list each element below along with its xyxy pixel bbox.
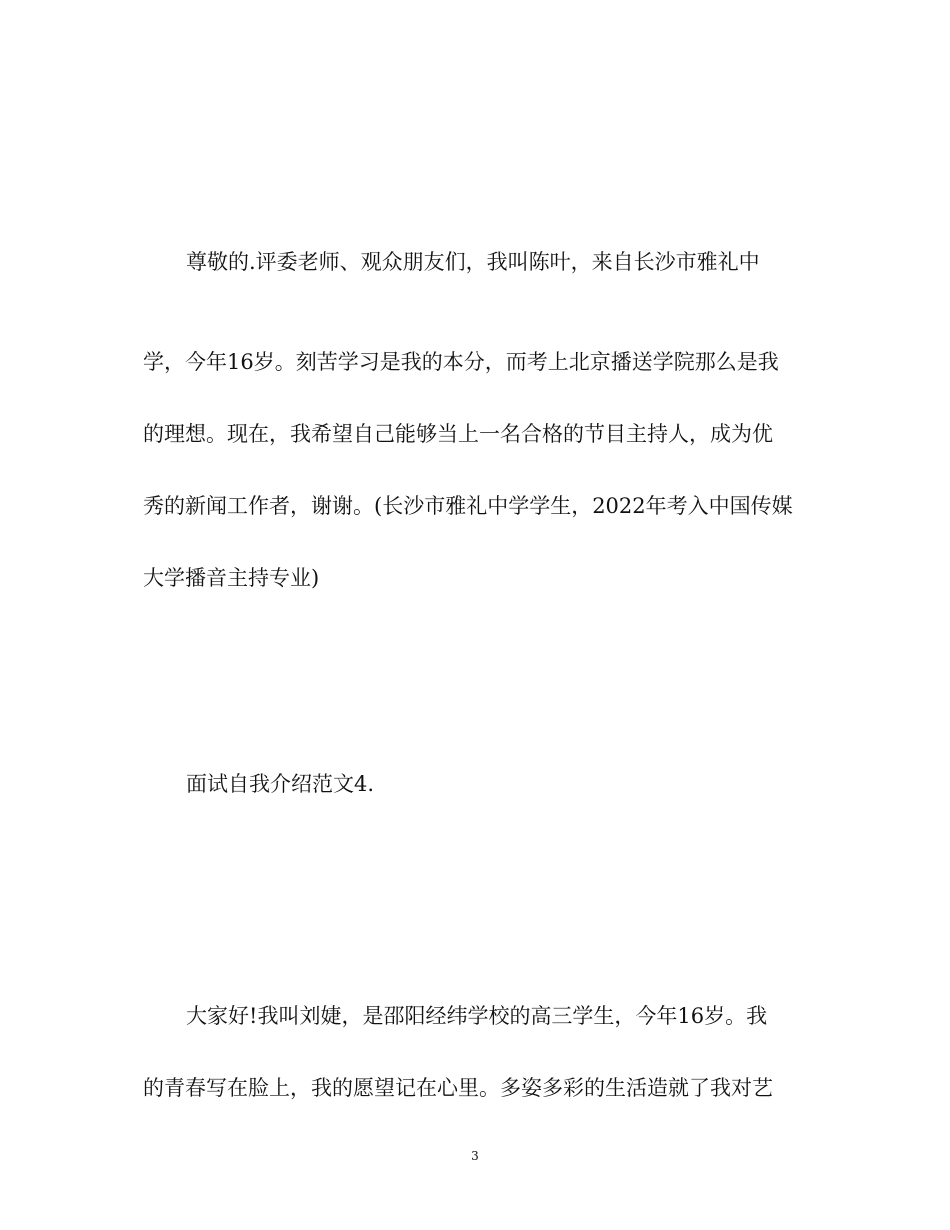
paragraph-1-line-4: 秀的新闻工作者，谢谢。(长沙市雅礼中学学生，2022年考入中国传媒 (143, 494, 793, 518)
paragraph-1-line-3: 的理想。现在，我希望自己能够当上一名合格的节目主持人，成为优 (143, 422, 773, 446)
paragraph-1-line-1: 尊敬的.评委老师、观众朋友们，我叫陈叶，来自长沙市雅礼中 (186, 250, 760, 274)
paragraph-1-line-5: 大学播音主持专业) (143, 566, 320, 590)
page-number: 3 (471, 1149, 479, 1163)
paragraph-1-line-2: 学，今年16岁。刻苦学习是我的本分，而考上北京播送学院那么是我 (143, 350, 779, 374)
paragraph-2-line-2: 的青春写在脸上，我的愿望记在心里。多姿多彩的生活造就了我对艺 (143, 1076, 773, 1100)
section-heading: 面试自我介绍范文4. (186, 772, 375, 796)
paragraph-2-line-1: 大家好!我叫刘婕，是邵阳经纬学校的高三学生，今年16岁。我 (186, 1004, 768, 1028)
